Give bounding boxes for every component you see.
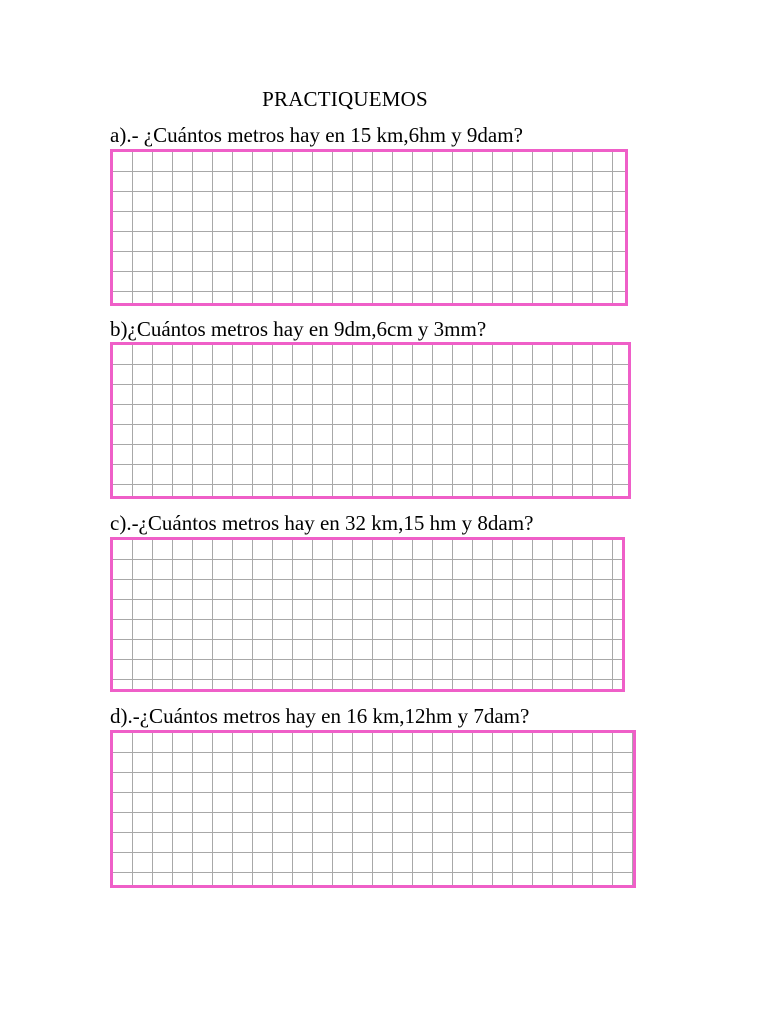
answer-grid-d — [110, 730, 636, 888]
answer-grid-a — [110, 149, 628, 306]
answer-grid-c — [110, 537, 625, 692]
question-a: a).- ¿Cuántos metros hay en 15 km,6hm y 9dam? — [110, 123, 523, 147]
question-b: b)¿Cuántos metros hay en 9dm,6cm y 3mm? — [110, 317, 487, 341]
question-c: c).-¿Cuántos metros hay en 32 km,15 hm y 8dam? — [110, 511, 534, 535]
question-d: d).-¿Cuántos metros hay en 16 km,12hm y 7dam? — [110, 704, 530, 728]
page-title: PRACTIQUEMOS — [262, 87, 428, 111]
answer-grid-b — [110, 342, 631, 499]
